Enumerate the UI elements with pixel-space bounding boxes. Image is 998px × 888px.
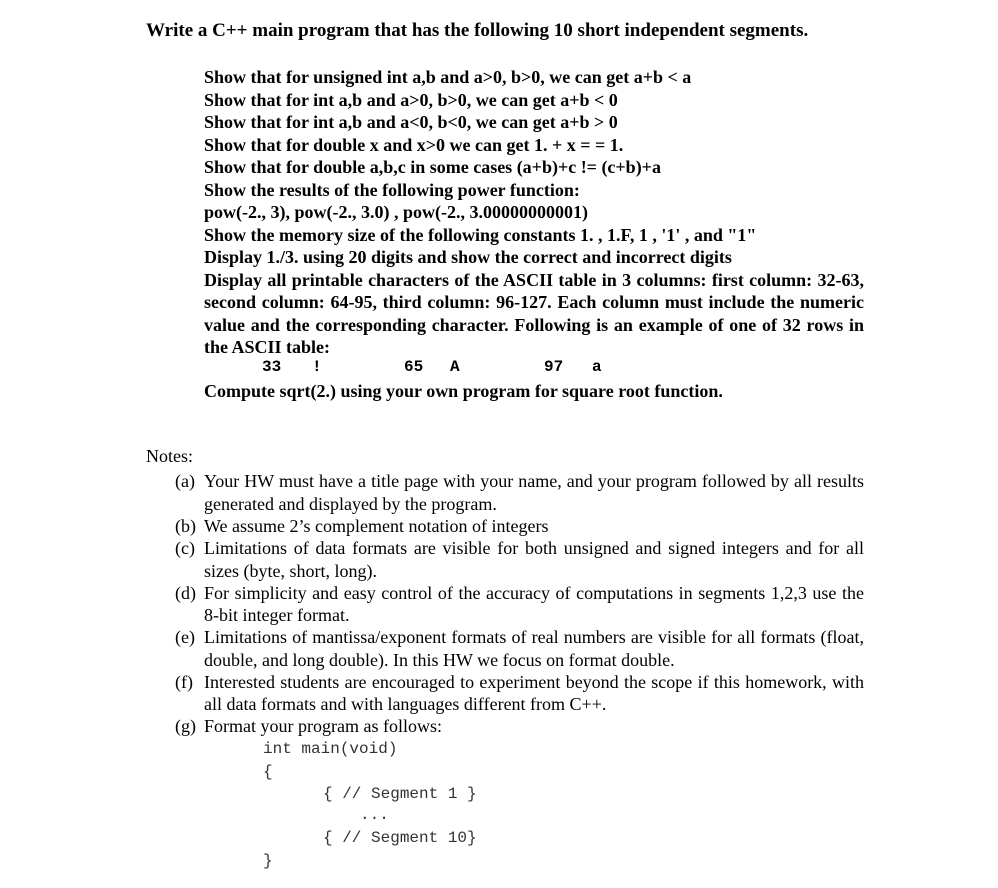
segment-text: Display 1./3. using 20 digits and show the correct and incorrect digits — [204, 247, 732, 267]
note-text: Format your program as follows: — [204, 716, 442, 736]
code-segment-1: { // Segment 1 } — [323, 785, 477, 803]
segment-text: Display all printable characters of the ASCII table in 3 columns: first column: 32-63, second column: 64-95, third column: 96-127. Each column must include the numeric value and the corresponding character. Following is an example of one of 32 rows in the ASCII table: — [204, 269, 864, 357]
segment-text: Compute sqrt(2.) using your own program for square root function. — [204, 381, 723, 401]
note-label: (d) — [175, 582, 196, 603]
notes-heading: Notes: — [146, 446, 193, 466]
segment-text-pow-calls: pow(-2., 3), pow(-2., 3.0) , pow(-2., 3.00000000001) — [204, 202, 588, 222]
ascii-col2-char: A — [450, 358, 460, 376]
note-text: For simplicity and easy control of the accuracy of computations in segments 1,2,3 use the 8-bit integer format. — [204, 582, 864, 625]
note-text: Limitations of data formats are visible for both unsigned and signed integers and for all sizes (byte, short, long). — [204, 538, 864, 581]
code-main-signature: int main(void) — [263, 740, 398, 758]
segment-text: Show that for unsigned int a,b and a>0, b>0, we can get a+b < a — [204, 67, 692, 87]
note-text: Your HW must have a title page with your name, and your program followed by all results generated and displayed by the program. — [204, 471, 864, 514]
code-open-brace: { — [263, 763, 273, 781]
segment-text: Show that for double a,b,c in some cases (a+b)+c != (c+b)+a — [204, 157, 661, 177]
note-text: We assume 2’s complement notation of integers — [204, 515, 549, 536]
code-segment-10: { // Segment 10} — [323, 829, 477, 847]
note-text: Interested students are encouraged to experiment beyond the scope if this homework, with all data formats and with languages different from C++. — [204, 671, 864, 714]
assignment-title: Write a C++ main program that has the following 10 short independent segments. — [146, 20, 809, 41]
note-label: (g) — [175, 716, 196, 736]
segment-text: Show that for int a,b and a<0, b<0, we can get a+b > 0 — [204, 112, 618, 132]
note-label: (b) — [175, 515, 196, 536]
ascii-col3-char: a — [592, 358, 602, 376]
ascii-col1-number: 33 — [262, 358, 282, 376]
code-ellipsis: ... — [360, 806, 389, 824]
note-label: (e) — [175, 627, 195, 647]
ascii-col1-char: ! — [312, 358, 322, 376]
code-close-brace: } — [263, 852, 273, 870]
segment-text: Show the memory size of the following constants 1. , 1.F, 1 , '1' , and "1" — [204, 224, 757, 245]
ascii-col3-number: 97 — [544, 358, 564, 376]
note-label: (c) — [175, 538, 195, 558]
segment-text: Show the results of the following power function: — [204, 179, 580, 200]
ascii-col2-number: 65 — [404, 358, 424, 376]
segment-text: Show that for double x and x>0 we can get 1. + x = = 1. — [204, 134, 624, 155]
note-text: Limitations of mantissa/exponent formats of real numbers are visible for all formats (float, double, and long double). In this HW we focus on format double. — [204, 627, 864, 670]
note-label: (f) — [175, 671, 193, 692]
segment-text: Show that for int a,b and a>0, b>0, we can get a+b < 0 — [204, 89, 618, 110]
note-label: (a) — [175, 471, 195, 491]
